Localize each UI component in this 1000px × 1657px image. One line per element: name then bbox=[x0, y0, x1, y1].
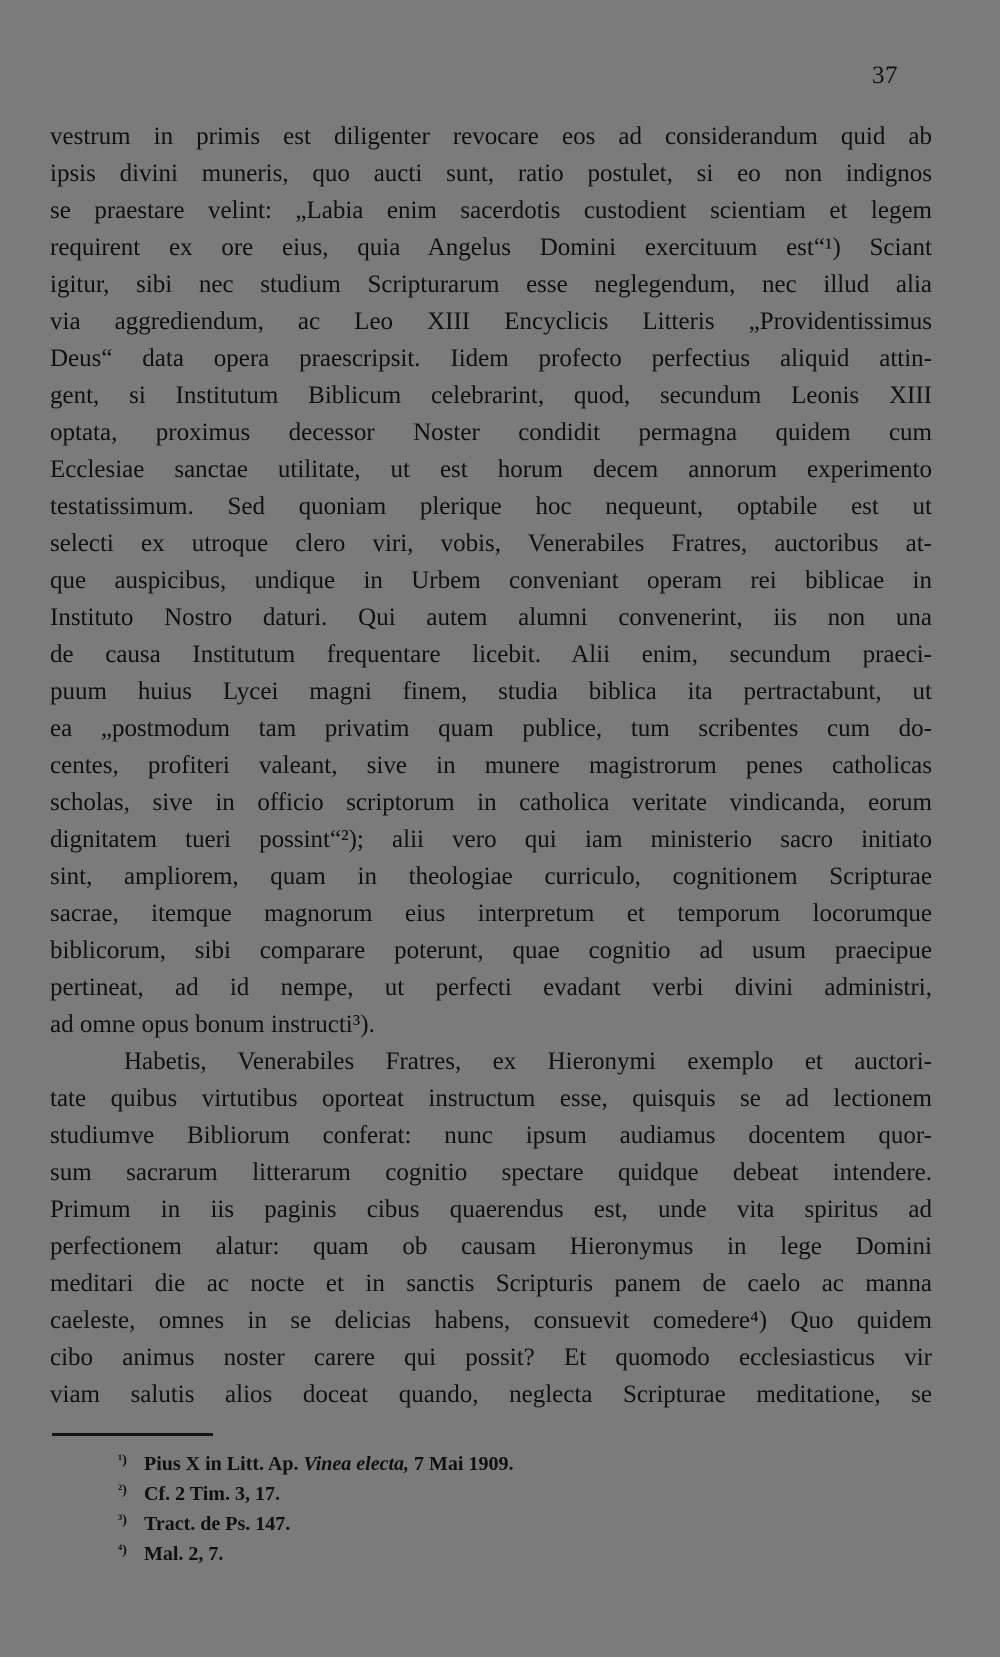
footnote-emphasis: Vinea electa, bbox=[303, 1453, 410, 1475]
text-line: que auspicibus, undique in Urbem conveniant operam rei biblicae in bbox=[50, 567, 932, 594]
text-line: via aggrediendum, ac Leo XIII Encyclicis Litteris „Providentissimus bbox=[50, 308, 932, 335]
text-line: viam salutis alios doceat quando, neglecta Scripturae meditatione, se bbox=[50, 1381, 932, 1408]
text-line: biblicorum, sibi comparare poterunt, quae cognitio ad usum praecipue bbox=[50, 937, 932, 964]
text-line: gent, si Institutum Biblicum celebrarint, quod, secundum Leonis XIII bbox=[50, 382, 932, 409]
text-line: testatissimum. Sed quoniam plerique hoc nequeunt, optabile est ut bbox=[50, 493, 932, 520]
footnote-text: Cf. 2 Tim. 3, 17. bbox=[144, 1483, 280, 1505]
text-line: sum sacrarum litterarum cognitio spectare quidque debeat intendere. bbox=[50, 1159, 932, 1186]
footnote bbox=[118, 1536, 768, 1566]
text-line: Deus“ data opera praescripsit. Iidem profecto perfectius aliquid attin- bbox=[50, 345, 932, 372]
footnotes bbox=[118, 1446, 768, 1566]
text-line: de causa Institutum frequentare licebit. Alii enim, secundum praeci- bbox=[50, 641, 932, 668]
footnote bbox=[118, 1446, 768, 1476]
footnote-text: Tract. de Ps. 147. bbox=[144, 1513, 291, 1535]
text-line: dignitatem tueri possint“²); alii vero qui iam ministerio sacro initiato bbox=[50, 826, 932, 853]
text-line: igitur, sibi nec studium Scripturarum esse neglegendum, nec illud alia bbox=[50, 271, 932, 298]
text-line: Instituto Nostro daturi. Qui autem alumni convenerint, iis non una bbox=[50, 604, 932, 631]
text-line: ad omne opus bonum instructi³). bbox=[50, 1011, 375, 1038]
text-line: cibo animus noster carere qui possit? Et quomodo ecclesiasticus vir bbox=[50, 1344, 932, 1371]
text-line: se praestare velint: „Labia enim sacerdotis custodient scientiam et legem bbox=[50, 197, 932, 224]
text-line: perfectionem alatur: quam ob causam Hieronymus in lege Domini bbox=[50, 1233, 932, 1260]
footnote-divider bbox=[52, 1433, 213, 1436]
text-line: selecti ex utroque clero viri, vobis, Venerabiles Fratres, auctoribus at- bbox=[50, 530, 932, 557]
text-line: meditari die ac nocte et in sanctis Scripturis panem de caelo ac manna bbox=[50, 1270, 932, 1297]
text-line: caeleste, omnes in se delicias habens, consuevit comedere⁴) Quo quidem bbox=[50, 1307, 932, 1334]
text-line: optata, proximus decessor Noster condidit permagna quidem cum bbox=[50, 419, 932, 446]
text-line: pertineat, ad id nempe, ut perfecti evadant verbi divini administri, bbox=[50, 974, 932, 1001]
footnote-text: 7 Mai 1909. bbox=[409, 1453, 514, 1475]
footnote bbox=[118, 1476, 768, 1506]
text-line: centes, profiteri valeant, sive in munere magistrorum penes catholicas bbox=[50, 752, 932, 779]
text-line: puum huius Lycei magni finem, studia biblica ita pertractabunt, ut bbox=[50, 678, 932, 705]
text-line: ipsis divini muneris, quo aucti sunt, ratio postulet, si eo non indignos bbox=[50, 160, 932, 187]
text-line: requirent ex ore eius, quia Angelus Domini exercituum est“¹) Sciant bbox=[50, 234, 932, 261]
footnote-marker: ²) bbox=[118, 1483, 127, 1498]
text-line: studiumve Bibliorum conferat: nunc ipsum audiamus docentem quor- bbox=[50, 1122, 932, 1149]
footnote-marker: ⁴) bbox=[118, 1543, 127, 1558]
text-line: Primum in iis paginis cibus quaerendus est, unde vita spiritus ad bbox=[50, 1196, 932, 1223]
footnote-text: Mal. 2, 7. bbox=[144, 1543, 224, 1565]
text-line: sint, ampliorem, quam in theologiae curriculo, cognitionem Scripturae bbox=[50, 863, 932, 890]
footnote-marker: ¹) bbox=[118, 1453, 127, 1468]
text-line: Ecclesiae sanctae utilitate, ut est horum decem annorum experimento bbox=[50, 456, 932, 483]
footnote-marker: ³) bbox=[118, 1513, 127, 1528]
text-line: sacrae, itemque magnorum eius interpretum et temporum locorumque bbox=[50, 900, 932, 927]
text-line: vestrum in primis est diligenter revocare eos ad considerandum quid ab bbox=[50, 123, 932, 150]
page-number: 37 bbox=[872, 62, 898, 89]
text-line-paragraph-start: Habetis, Venerabiles Fratres, ex Hieronymi exemplo et auctori- bbox=[124, 1048, 932, 1075]
footnote-text: Pius X in Litt. Ap. bbox=[144, 1453, 304, 1475]
text-line: ea „postmodum tam privatim quam publice, tum scribentes cum do- bbox=[50, 715, 932, 742]
footnote bbox=[118, 1506, 768, 1536]
text-line: tate quibus virtutibus oporteat instructum esse, quisquis se ad lectionem bbox=[50, 1085, 932, 1112]
text-line: scholas, sive in officio scriptorum in catholica veritate vindicanda, eorum bbox=[50, 789, 932, 816]
body-text bbox=[50, 118, 932, 1413]
